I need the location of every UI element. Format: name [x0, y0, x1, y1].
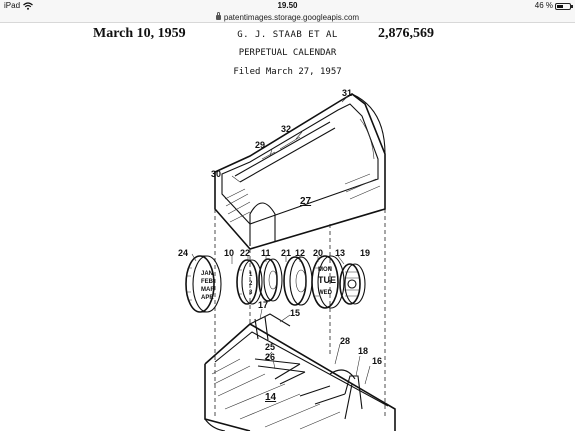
ref-12: 12 — [295, 248, 306, 258]
ref-21: 21 — [281, 248, 292, 258]
patent-number: 2,876,569 — [378, 26, 434, 41]
ref-15: 15 — [290, 308, 301, 318]
ref-19: 19 — [360, 248, 371, 258]
ref-30: 30 — [211, 169, 222, 179]
patent-drawing — [0, 24, 575, 431]
ref-31: 31 — [342, 88, 353, 98]
patent-inventor: G. J. STAAB ET AL — [237, 30, 338, 40]
ref-16: 16 — [372, 356, 383, 366]
date-label-1: 1 — [249, 272, 253, 278]
battery-level — [557, 5, 563, 8]
patent-title: PERPETUAL CALENDAR — [238, 48, 337, 58]
date-label-3: 3 — [249, 290, 253, 296]
month-label-3: MAR — [201, 287, 215, 293]
ref-11: 11 — [261, 248, 271, 258]
lid-assembly — [215, 94, 385, 249]
status-bar — [0, 0, 575, 13]
patent-filed-date: Filed March 27, 1957 — [233, 67, 342, 77]
ref-14: 14 — [265, 392, 277, 403]
ref-10: 10 — [224, 248, 235, 258]
day-label-1: MON — [318, 267, 332, 273]
ref-22: 22 — [240, 248, 251, 258]
day-label-3: WED — [318, 290, 332, 296]
ref-26: 26 — [265, 352, 276, 362]
ref-29: 29 — [255, 140, 266, 150]
month-label-4: APR — [201, 295, 214, 301]
address-bar[interactable] — [0, 13, 575, 23]
lock-icon — [216, 15, 221, 20]
ref-24: 24 — [178, 248, 189, 258]
month-label-2: FEB — [201, 279, 213, 285]
battery-percent: 46 % — [534, 1, 553, 10]
ref-28: 28 — [340, 336, 351, 346]
url-display[interactable] — [0, 13, 575, 23]
ref-18: 18 — [358, 346, 369, 356]
day-label-2: TUE — [318, 275, 336, 285]
patent-date: March 10, 1959 — [93, 26, 186, 41]
url-text: patentimages.storage.googleapis.com — [223, 13, 360, 22]
ref-32: 32 — [281, 124, 292, 134]
base-assembly — [205, 314, 395, 431]
battery-icon — [555, 3, 571, 10]
clock: 19.50 — [277, 1, 298, 10]
ref-17: 17 — [258, 300, 269, 310]
month-label-1: JAN — [201, 271, 214, 277]
device-name: iPad — [4, 1, 21, 10]
patent-document — [0, 24, 575, 431]
date-label-2: 2 — [249, 281, 253, 287]
ref-25: 25 — [265, 342, 276, 352]
reference-numerals — [178, 88, 382, 403]
ref-27: 27 — [300, 196, 312, 207]
ref-20: 20 — [313, 248, 324, 258]
ref-13: 13 — [335, 248, 346, 258]
